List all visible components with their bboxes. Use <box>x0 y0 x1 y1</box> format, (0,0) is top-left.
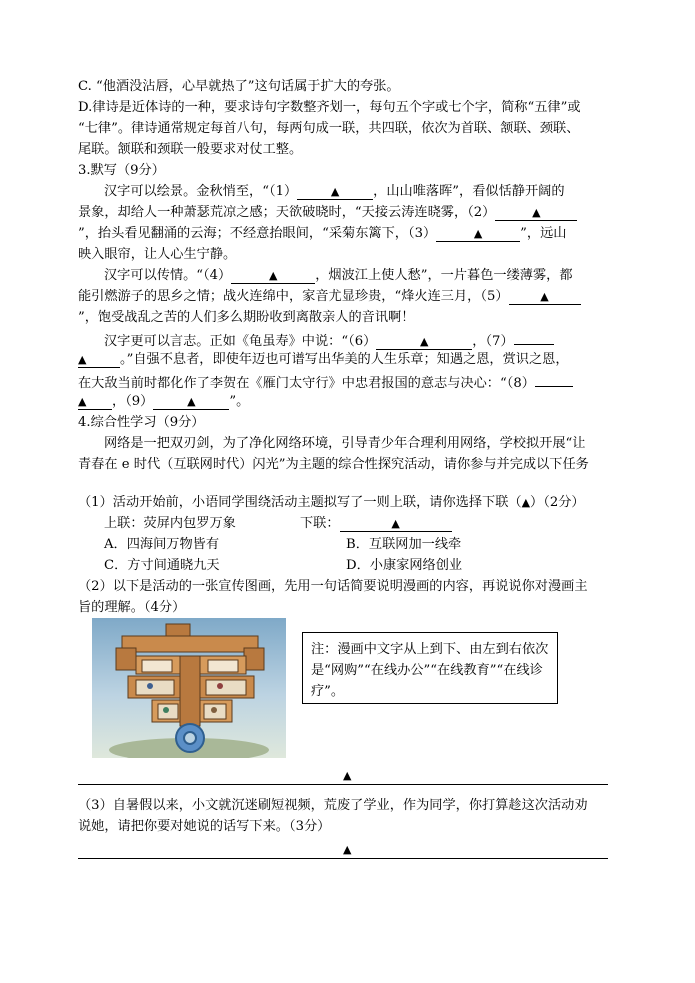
answer-line-2[interactable] <box>78 770 608 785</box>
text: ，（9） <box>112 394 154 409</box>
text: 下联： <box>300 516 340 531</box>
triangle-icon: ▲ <box>343 843 352 856</box>
q3-p3-line2 <box>78 351 569 369</box>
blank-3[interactable] <box>436 227 520 242</box>
option-c: C. “他酒没沾唇，心早就热了”这句话属于扩大的夸张。 <box>78 79 400 94</box>
triangle-icon: ▲ <box>540 290 549 303</box>
q3-p2-line1 <box>104 267 573 285</box>
text: 汉字可以绘景。金秋悄至，“（1） <box>104 184 298 199</box>
q4-heading: 4.综合性学习（9分） <box>78 415 205 430</box>
q3-p3-line1 <box>104 330 554 351</box>
q4-sub2-line1: （2）以下是活动的一张宣传图画，先用一句话简要说明漫画的内容，再说说你对漫画主 <box>78 579 588 594</box>
option-c[interactable]: C．方寸间通晓九天 <box>104 558 220 573</box>
q4-sub1 <box>78 494 585 512</box>
text: （1）活动开始前，小语同学围绕活动主题拟写了一则上联，请你选择下联（ <box>78 495 522 510</box>
option-d-line1: D.律诗是近体诗的一种，要求诗句字数整齐划一，每句五个字或七个字，简称“五律”或 <box>78 100 581 115</box>
q3-p1-line4: 映入眼帘，让人心生宁静。 <box>78 247 237 262</box>
triangle-icon: ▲ <box>187 395 196 408</box>
option-d-line3: 尾联。颔联和颈联一般要求对仗工整。 <box>78 142 303 157</box>
triangle-icon: ▲ <box>330 185 340 198</box>
q4-sub3-line2: 说她，请把你要对她说的话写下来。（3分） <box>78 819 331 834</box>
text: ”，远山 <box>520 226 567 241</box>
triangle-icon: ▲ <box>391 517 400 530</box>
text: 汉字可以传情。“（4） <box>104 268 232 283</box>
triangle-icon: ▲ <box>420 335 429 348</box>
option-d[interactable]: D．小康家网络创业 <box>346 558 463 573</box>
answer-line-3[interactable] <box>78 844 608 859</box>
triangle-icon: ▲ <box>269 269 278 282</box>
q3-p3-line4 <box>78 393 249 411</box>
q3-p2-line3: ”，饱受战乱之苦的人们多么期盼收到离散亲人的音讯啊！ <box>78 310 415 325</box>
cartoon-illustration <box>92 618 286 758</box>
text: 景象，却给人一种萧瑟荒凉之感；天欲破晓时，“天接云涛连晓雾，（2） <box>78 205 496 220</box>
blank-4[interactable] <box>231 269 315 284</box>
q3-p1-line3 <box>78 225 566 243</box>
triangle-icon: ▲ <box>521 496 531 509</box>
text: 汉字更可以言志。正如《龟虽寿》中说：“（6） <box>104 334 377 349</box>
triangle-icon: ▲ <box>343 769 352 782</box>
blank-2[interactable] <box>495 206 577 221</box>
text: ”。 <box>229 394 250 409</box>
cartoon-note: 注：漫画中文字从上到下、由左到右依次是“网购”“在线办公”“在线教育”“在线诊疗”。 <box>302 632 558 704</box>
q4-intro-line2: 青春在 e 时代（互联网时代）闪光”为主题的综合性探究活动，请你参与并完成以下任务 <box>78 457 589 472</box>
text: 在大敌当前时都化作了李贺在《雁门太守行》中忠君报国的意志与决心：“（8） <box>78 376 535 391</box>
q4-sub2-line2: 旨的理解。（4分） <box>78 600 186 615</box>
text: ，（7） <box>472 334 514 349</box>
option-a[interactable]: A．四海间万物皆有 <box>104 537 220 552</box>
triangle-icon: ▲ <box>78 395 87 408</box>
text: ）（2分） <box>530 495 585 510</box>
blank-8b[interactable] <box>78 395 112 410</box>
q4-intro-line1: 网络是一把双刃剑，为了净化网络环境，引导青少年合理利用网络，学校拟开展“让 <box>104 436 586 451</box>
lower-couplet-blank[interactable] <box>340 517 452 532</box>
q3-p1-line1 <box>104 183 565 201</box>
blank-6[interactable] <box>376 335 472 350</box>
option-d-line2: “七律”。律诗通常规定每首八句，每两句成一联，共四联，依次为首联、颔联、颈联、 <box>78 121 580 136</box>
option-b[interactable]: B．互联网加一线牵 <box>346 537 462 552</box>
blank-7b[interactable] <box>78 353 120 368</box>
text: 。”自强不息者，即使年迈也可谱写出华美的人生乐章；知遇之恩，赏识之恩， <box>120 352 569 367</box>
blank-9[interactable] <box>153 395 229 410</box>
blank-8a[interactable] <box>535 372 573 387</box>
blank-1[interactable] <box>297 185 373 200</box>
triangle-icon: ▲ <box>473 227 483 240</box>
triangle-icon: ▲ <box>78 353 87 366</box>
text: 能引燃游子的思乡之情；战火连绵中，家音尤显珍贵，“烽火连三月，（5） <box>78 289 509 304</box>
blank-5[interactable] <box>509 290 581 305</box>
lower-couplet <box>300 515 452 533</box>
text: ，烟波江上使人愁”，一片暮色一缕薄雾，都 <box>315 268 573 283</box>
blank-7a[interactable] <box>514 330 554 345</box>
upper-couplet: 上联：荧屏内包罗万象 <box>104 516 236 531</box>
text: ，山山唯落晖”，看似恬静开阔的 <box>373 184 565 199</box>
q3-p2-line2 <box>78 288 581 306</box>
text: ”，抬头看见翻涌的云海；不经意抬眼间，“采菊东篱下，（3） <box>78 226 437 241</box>
q4-sub3-line1: （3）自暑假以来，小文就沉迷刷短视频，荒废了学业，作为同学，你打算趁这次活动劝 <box>78 798 588 813</box>
q3-p1-line2 <box>78 204 577 222</box>
q3-heading: 3.默写（9分） <box>78 163 165 178</box>
q3-p3-line3 <box>78 372 573 393</box>
triangle-icon: ▲ <box>532 206 541 219</box>
